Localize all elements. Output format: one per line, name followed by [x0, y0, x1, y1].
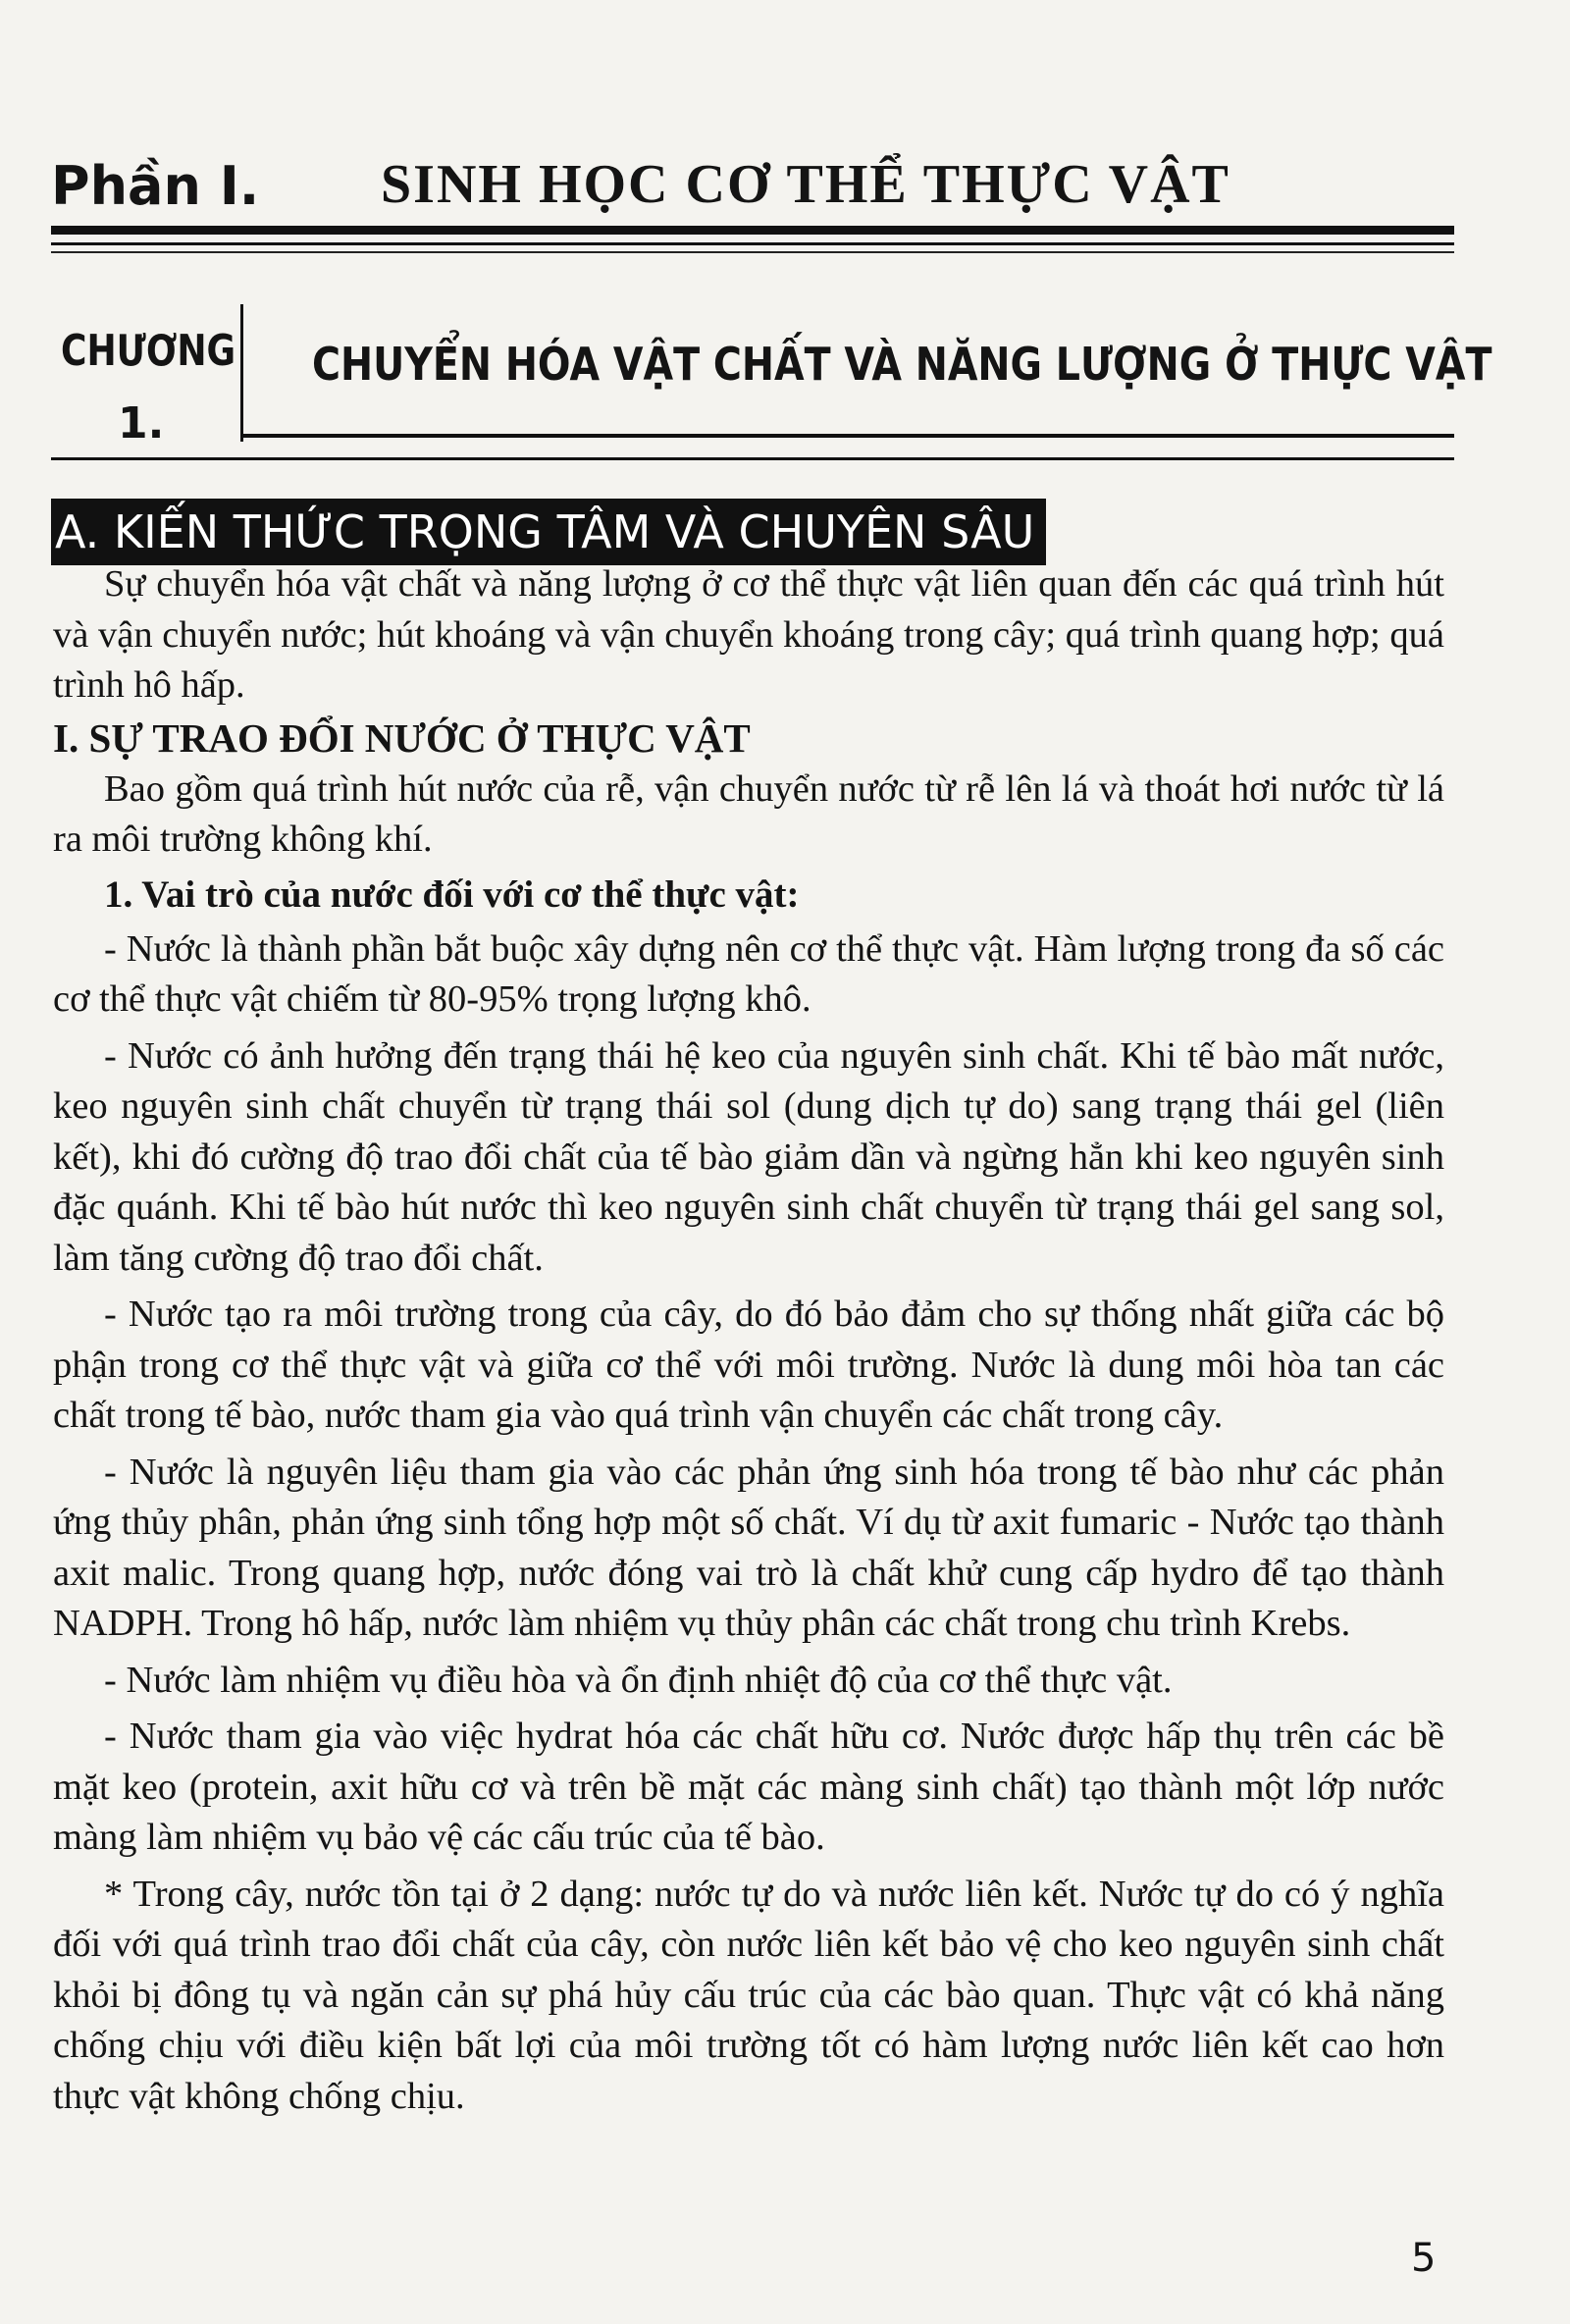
part-label: Phần I. [51, 155, 260, 217]
chapter-title: CHUYỂN HÓA VẬT CHẤT VÀ NĂNG LƯỢNG Ở THỰC VẬT [312, 338, 1492, 391]
part-rule-thin [51, 242, 1454, 245]
part-rule-thin-2 [51, 251, 1454, 253]
chapter-number: 1. [118, 398, 165, 449]
part-title: SINH HỌC CƠ THỂ THỰC VẬT [381, 154, 1230, 215]
section-1-intro: Bao gồm quá trình hút nước của rễ, vận chuyển nước từ rễ lên lá và thoát hơi nước từ lá ra môi trường không khí. [53, 767, 1444, 860]
chapter-title-rule [240, 434, 1454, 438]
paragraph: * Trong cây, nước tồn tại ở 2 dạng: nước tự do và nước liên kết. Nước tự do có ý nghĩa đối với quá trình trao đổi chất của cây, còn nước liên kết bảo vệ cho keo nguyên sinh chất khỏi bị đông tụ và ngăn cản sự phá hủy cấu trúc của các bào quan. Thực vật có khả năng chống chịu với điều kiện bất lợi của môi trường tốt có hàm lượng nước liên kết cao hơn thực vật không chống chịu. [53, 1873, 1444, 2117]
chapter-bottom-rule [51, 457, 1454, 460]
sub-heading-water-role: 1. Vai trò của nước đối với cơ thể thực vật: [104, 872, 800, 916]
section-a-banner: A. KIẾN THỨC TRỌNG TÂM VÀ CHUYÊN SÂU [51, 499, 1046, 565]
page-number: 5 [1411, 2236, 1437, 2281]
body-text [53, 559, 1444, 2122]
paragraph: - Nước có ảnh hưởng đến trạng thái hệ keo của nguyên sinh chất. Khi tế bào mất nước, keo nguyên sinh chất chuyển từ trạng thái sol (dung dịch tự do) sang trạng thái gel (liên kết), khi đó cường độ trao đổi chất của tế bào giảm dần và ngừng hẳn khi keo nguyên sinh đặc quánh. Khi tế bào hút nước thì keo nguyên sinh chất chuyển từ trạng thái gel sang sol, làm tăng cường độ trao đổi chất. [53, 1034, 1444, 1279]
part-rule-thick [51, 226, 1454, 235]
section-1-heading: I. SỰ TRAO ĐỔI NƯỚC Ở THỰC VẬT [53, 714, 751, 761]
paragraph: - Nước là nguyên liệu tham gia vào các phản ứng sinh hóa trong tế bào như các phản ứng thủy phân, phản ứng sinh tổng hợp một số chất. Ví dụ từ axit fumaric - Nước tạo thành axit malic. Trong quang hợp, nước đóng vai trò là chất khử cung cấp hydro để tạo thành NADPH. Trong hô hấp, nước làm nhiệm vụ thủy phân các chất trong chu trình Krebs. [53, 1451, 1444, 1644]
chapter-label: CHƯƠNG [61, 326, 236, 376]
part-header [51, 147, 1454, 232]
chapter-divider [240, 304, 243, 442]
section-a-intro: Sự chuyển hóa vật chất và năng lượng ở cơ thể thực vật liên quan đến các quá trình hút và vận chuyển nước; hút khoáng và vận chuyển khoáng trong cây; quá trình quang hợp; quá trình hô hấp. [53, 563, 1444, 706]
paragraph: - Nước tham gia vào việc hydrat hóa các chất hữu cơ. Nước được hấp thụ trên các bề mặt keo (protein, axit hữu cơ và trên bề mặt các màng sinh chất) tạo thành một lớp nước màng làm nhiệm vụ bảo vệ các cấu trúc của tế bào. [53, 1716, 1444, 1858]
paragraph: - Nước tạo ra môi trường trong của cây, do đó bảo đảm cho sự thống nhất giữa các bộ phận trong cơ thể thực vật và giữa cơ thể với môi trường. Nước là dung môi hòa tan các chất trong tế bào, nước tham gia vào quá trình vận chuyển các chất trong cây. [53, 1294, 1444, 1436]
paragraph: - Nước là thành phần bắt buộc xây dựng nên cơ thể thực vật. Hàm lượng trong đa số các cơ thể thực vật chiếm từ 80-95% trọng lượng khô. [53, 927, 1444, 1020]
paragraph: - Nước làm nhiệm vụ điều hòa và ổn định nhiệt độ của cơ thể thực vật. [104, 1659, 1173, 1701]
